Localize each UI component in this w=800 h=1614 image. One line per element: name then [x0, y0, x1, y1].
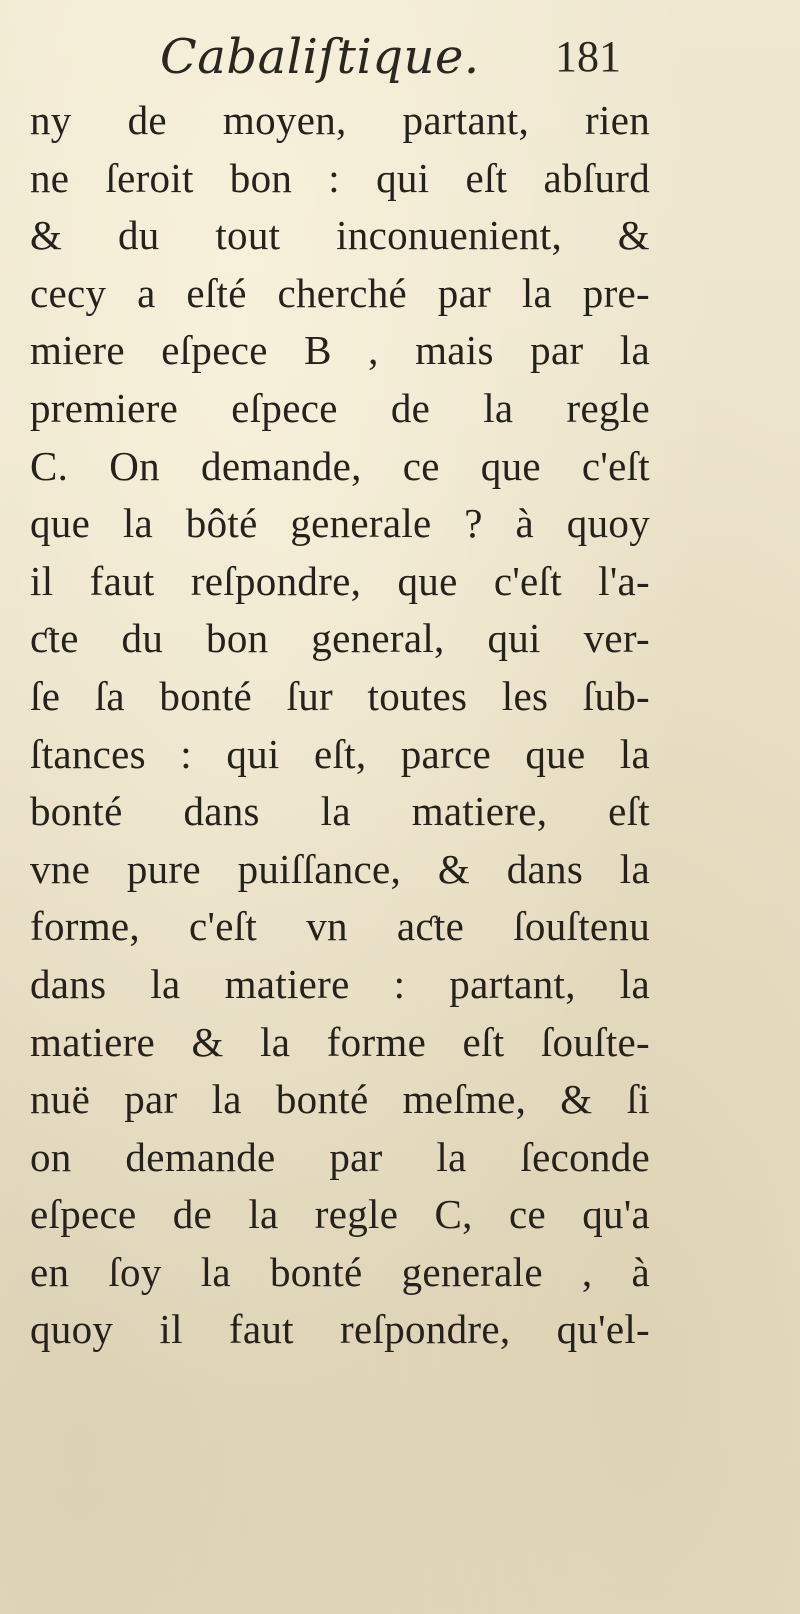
text-line: il faut reſpondre, que c'eſt l'a-: [30, 557, 650, 604]
text-line: matiere & la forme eſt ſouſte-: [30, 1018, 650, 1065]
text-line: forme, c'eſt vn aƈte ſouſtenu: [30, 903, 650, 950]
text-line: ſtances : qui eſt, parce que la: [30, 730, 650, 777]
text-line: cecy a eſté cherché par la pre-: [30, 269, 650, 316]
text-line: C. On demande, ce que c'eſt: [30, 442, 650, 489]
text-line: dans la matiere : partant, la: [30, 960, 650, 1007]
text-line: bonté dans la matiere, eſt: [30, 788, 650, 835]
text-line: on demande par la ſeconde: [30, 1133, 650, 1180]
text-line: quoy il faut reſpondre, qu'el-: [30, 1306, 650, 1353]
text-line: ſe ſa bonté ſur toutes les ſub-: [30, 672, 650, 719]
text-line: en ſoy la bonté generale , à: [30, 1248, 650, 1295]
running-title: Cabaliſtique.: [160, 29, 480, 85]
page-number: 181: [555, 32, 621, 81]
body-text: [30, 92, 650, 1359]
text-line: nuë par la bonté meſme, & ſi: [30, 1076, 650, 1123]
text-line: & du tout inconuenient, &: [30, 212, 650, 259]
text-line: vne pure puiſſance, & dans la: [30, 845, 650, 892]
text-line: ne ſeroit bon : qui eſt abſurd: [30, 154, 650, 201]
text-line: miere eſpece B , mais par la: [30, 327, 650, 374]
text-line: que la bôté generale ? à quoy: [30, 500, 650, 547]
text-line: premiere eſpece de la regle: [30, 384, 650, 431]
running-head: [0, 22, 800, 92]
text-line: ny de moyen, partant, rien: [30, 97, 650, 143]
text-line: eſpece de la regle C, ce qu'a: [30, 1191, 650, 1238]
text-line: ƈte du bon general, qui ver-: [30, 615, 650, 662]
